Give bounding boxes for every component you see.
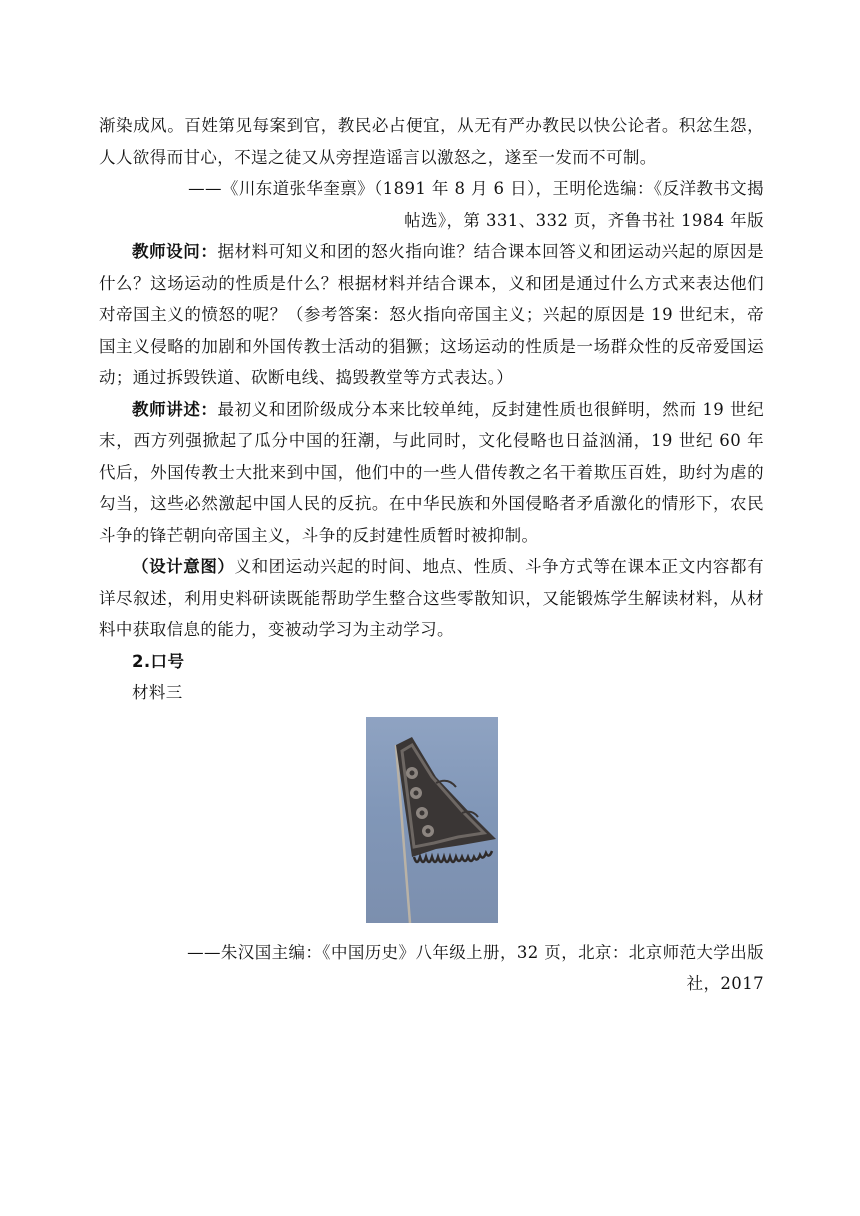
design-intent-text: 义和团运动兴起的时间、地点、性质、斗争方式等在课本正文内容都有详尽叙述，利用史料研读既能帮助学生整合这些零散知识，又能锻炼学生解读材料，从材料中获取信息的能力，变被动学习为主动学习。 <box>99 557 764 639</box>
design-intent-label: （设计意图） <box>132 557 235 576</box>
teacher-question-label: 教师设问： <box>132 242 218 261</box>
material-three-citation-line2: 社，2017 <box>686 974 764 993</box>
banner-flag-icon <box>366 717 498 923</box>
boxer-banner-photo <box>366 717 498 923</box>
material-three-citation-line1: ——朱汉国主编：《中国历史》八年级上册，32 页，北京：北京师范大学出版 <box>187 942 764 962</box>
material-two-citation-line2: 帖选》，第 331、332 页，齐鲁书社 1984 年版 <box>404 210 764 230</box>
material-three-label: 材料三 <box>132 683 183 702</box>
teacher-lecture-text: 最初义和团阶级成分本来比较单纯，反封建性质也很鲜明，然而 19 世纪末，西方列强掀起了瓜分中国的狂潮，与此同时，文化侵略也日益汹涌，19 世纪 60 年代后，外国传教士大批来到中国，他们中的一些人借传教之名干着欺压百姓，助纣为虐的勾当，这些必然激起中国人民的反抗。在中华民族和外国侵略者矛盾激化的情形下，农民斗争的锋芒朝向帝国主义，斗争的反封建性质暂时被抑制。 <box>99 399 764 545</box>
section-heading-slogan: 2.口号 <box>132 651 185 671</box>
design-intent-paragraph <box>99 551 764 646</box>
teacher-question-paragraph <box>99 236 764 394</box>
document-body <box>99 110 764 1000</box>
teacher-lecture-paragraph <box>99 394 764 552</box>
figure-container <box>99 717 764 923</box>
material-two-citation-line1: ——《川东道张华奎禀》（1891 年 8 月 6 日），王明伦选编：《反洋教书文揭 <box>188 179 764 198</box>
teacher-question-text: 据材料可知义和团的怒火指向谁？结合课本回答义和团运动兴起的原因是什么？这场运动的性质是什么？根据材料并结合课本，义和团是通过什么方式来表达他们对帝国主义的愤怒的呢？（参考答案：怒火指向帝国主义；兴起的原因是 19 世纪末，帝国主义侵略的加剧和外国传教士活动的猖獗；这场运动的性质是一场群众性的反帝爱国运动；通过拆毁铁道、砍断电线、捣毁教堂等方式表达。） <box>99 242 764 387</box>
teacher-lecture-label: 教师讲述： <box>132 399 218 419</box>
material-two-text: 渐染成风。百姓第见每案到官，教民必占便宜，从无有严办教民以快公论者。积忿生怨，人人欲得而甘心，不逞之徒又从旁捏造谣言以激怒之，遂至一发而不可制。 <box>99 116 764 167</box>
